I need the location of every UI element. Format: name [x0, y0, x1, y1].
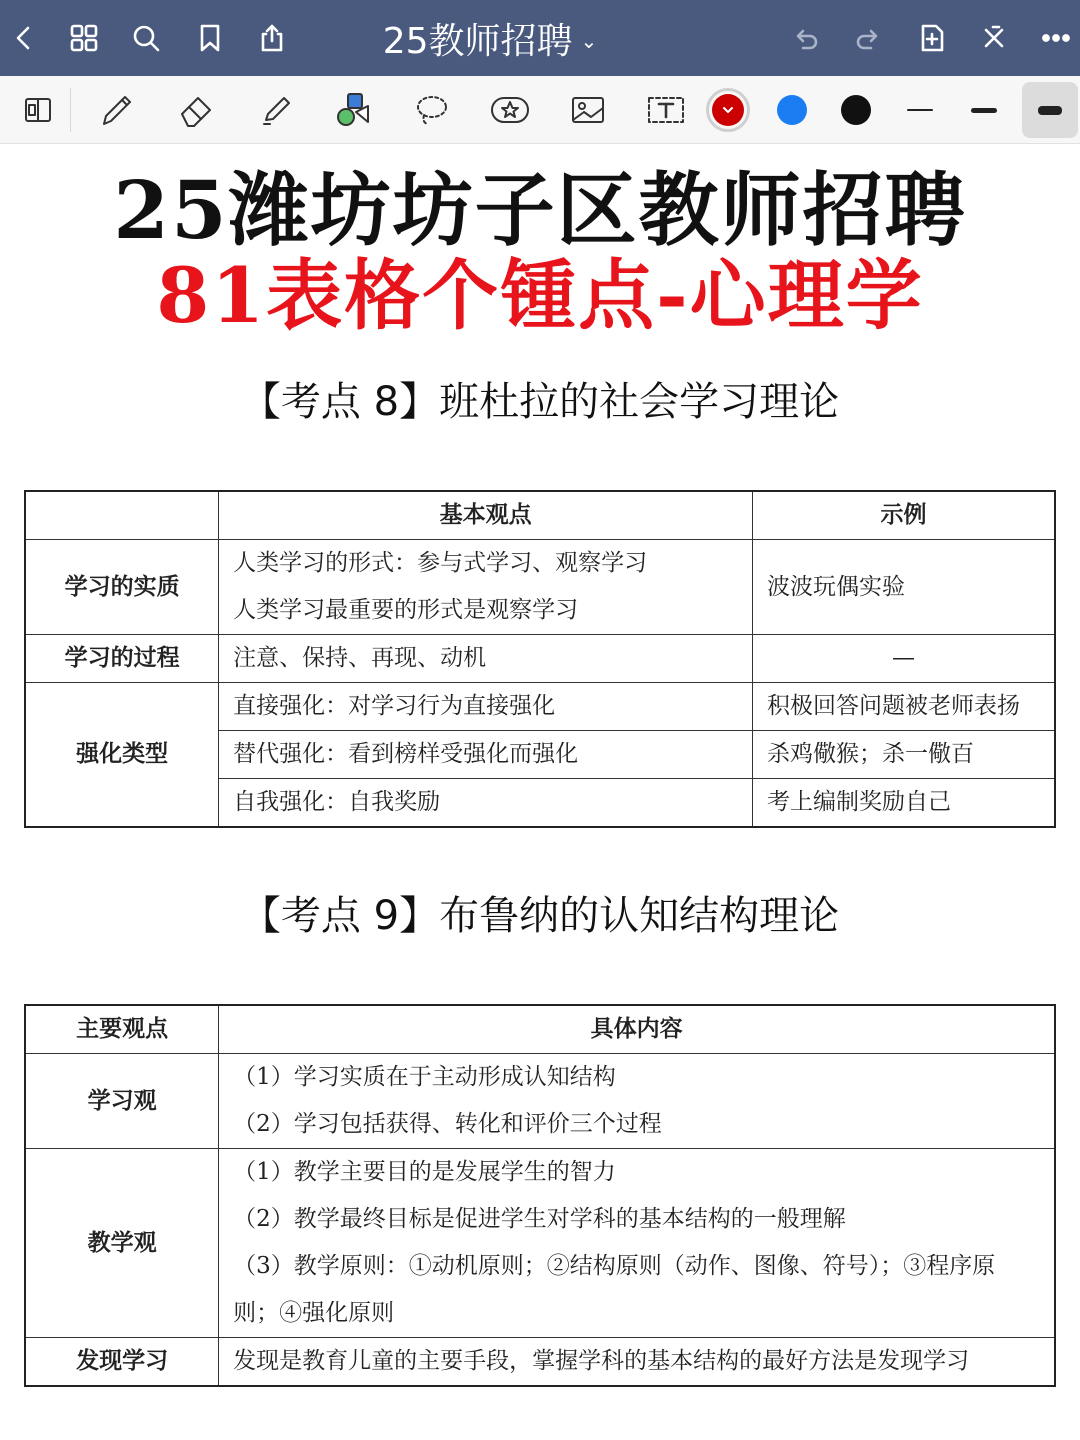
- color-red-ring: [706, 88, 750, 132]
- shapes-icon: [334, 90, 374, 130]
- bookmark-button[interactable]: [186, 14, 234, 62]
- close-icon: [979, 23, 1009, 53]
- table-row: [25, 1338, 1055, 1387]
- cell-line: 人类学习最重要的形式是观察学习: [233, 597, 579, 623]
- share-button[interactable]: [248, 14, 296, 62]
- table-cell: 考上编制奖励自己: [753, 779, 1055, 828]
- table-cell: —: [753, 635, 1055, 683]
- stroke-thin-line: [907, 109, 933, 111]
- table-row: [25, 540, 1055, 635]
- table-cell: [219, 1149, 1055, 1338]
- row-label: 学习的实质: [25, 540, 219, 635]
- toolbar-divider: [70, 88, 71, 132]
- more-button[interactable]: [1032, 14, 1080, 62]
- more-icon: [1041, 23, 1071, 53]
- grid-view-button[interactable]: [60, 14, 108, 62]
- color-black-dot: [841, 95, 871, 125]
- pen-icon: [96, 90, 136, 130]
- chevron-down-icon: [722, 105, 734, 115]
- reading-mode-button[interactable]: [10, 82, 66, 138]
- chevron-left-icon: [10, 24, 38, 52]
- cell-line: （2）学习包括获得、转化和评价三个过程: [233, 1111, 662, 1137]
- shape-tool[interactable]: [326, 82, 382, 138]
- stroke-thick-option[interactable]: [1022, 82, 1078, 138]
- annotation-toolbar: [0, 76, 1080, 144]
- page-title: 25潍坊坊子区教师招聘: [113, 163, 967, 257]
- cell-line: （1）学习实质在于主动形成认知结构: [233, 1064, 616, 1090]
- sticker-icon: [488, 90, 532, 130]
- row-label: 学习观: [25, 1054, 219, 1149]
- text-tool[interactable]: [638, 82, 694, 138]
- table-cell: 自我强化：自我奖励: [219, 779, 753, 828]
- highlighter-icon: [256, 90, 296, 130]
- add-page-button[interactable]: [908, 14, 956, 62]
- document-title-text: 25教师招聘: [382, 20, 573, 62]
- pen-tool[interactable]: [88, 82, 144, 138]
- cell-line: （1）教学主要目的是发展学生的智力: [233, 1159, 616, 1185]
- table-cell: [219, 1054, 1055, 1149]
- add-page-icon: [917, 23, 947, 53]
- color-black-swatch[interactable]: [828, 82, 884, 138]
- table-cell: 直接强化：对学习行为直接强化: [219, 683, 753, 731]
- stroke-thick-line: [1038, 106, 1062, 115]
- eraser-icon: [176, 90, 216, 130]
- bandura-table: [24, 490, 1056, 828]
- table-header-cell: 主要观点: [25, 1005, 219, 1054]
- color-red-dot: [712, 94, 744, 126]
- color-blue-swatch[interactable]: [764, 82, 820, 138]
- section-heading-point-8: 【考点 8】班杜拉的社会学习理论: [240, 379, 840, 425]
- document-title[interactable]: [340, 14, 640, 62]
- image-tool[interactable]: [560, 82, 616, 138]
- row-label: 教学观: [25, 1149, 219, 1338]
- sticker-tool[interactable]: [482, 82, 538, 138]
- undo-icon: [791, 23, 821, 53]
- stroke-thin-option[interactable]: [892, 82, 948, 138]
- color-blue-dot: [777, 95, 807, 125]
- redo-button[interactable]: [844, 14, 892, 62]
- top-navigation-bar: [0, 0, 1080, 76]
- table-row: [25, 683, 1055, 731]
- table-cell: 积极回答问题被老师表扬: [753, 683, 1055, 731]
- cell-line: （2）教学最终目标是促进学生对学科的基本结构的一般理解: [233, 1206, 846, 1232]
- table-row: [25, 1054, 1055, 1149]
- color-red-swatch[interactable]: [700, 82, 756, 138]
- eraser-tool[interactable]: [168, 82, 224, 138]
- row-label: 发现学习: [25, 1338, 219, 1387]
- table-header-cell: [25, 491, 219, 540]
- share-icon: [257, 23, 287, 53]
- table-cell: 发现是教育儿童的主要手段，掌握学科的基本结构的最好方法是发现学习: [219, 1338, 1055, 1387]
- table-cell: 注意、保持、再现、动机: [219, 635, 753, 683]
- table-cell: 替代强化：看到榜样受强化而强化: [219, 731, 753, 779]
- table-cell: [219, 540, 753, 635]
- table-header-row: [25, 1005, 1055, 1054]
- table-row: [25, 1149, 1055, 1338]
- back-button[interactable]: [0, 14, 48, 62]
- stroke-medium-line: [971, 108, 997, 113]
- undo-button[interactable]: [782, 14, 830, 62]
- row-label: 学习的过程: [25, 635, 219, 683]
- stroke-medium-option[interactable]: [956, 82, 1012, 138]
- search-icon: [131, 23, 161, 53]
- grid-icon: [69, 23, 99, 53]
- image-icon: [568, 90, 608, 130]
- table-header-row: [25, 491, 1055, 540]
- page-subtitle: 81表格个锺点-心理学: [156, 251, 924, 340]
- text-box-icon: [645, 90, 687, 130]
- section-heading-point-9: 【考点 9】布鲁纳的认知结构理论: [240, 893, 840, 939]
- lasso-icon: [412, 90, 452, 130]
- highlighter-tool[interactable]: [248, 82, 304, 138]
- cell-line: 人类学习的形式：参与式学习、观察学习: [233, 550, 648, 576]
- table-header-cell: 示例: [753, 491, 1055, 540]
- table-header-cell: 具体内容: [219, 1005, 1055, 1054]
- table-cell: 杀鸡儆猴；杀一儆百: [753, 731, 1055, 779]
- table-header-cell: 基本观点: [219, 491, 753, 540]
- table-row: [25, 635, 1055, 683]
- table-cell: 波波玩偶实验: [753, 540, 1055, 635]
- cell-line: （3）教学原则：①动机原则；②结构原则（动作、图像、符号）；③程序原: [233, 1253, 996, 1279]
- cell-line: 则；④强化原则: [233, 1300, 395, 1326]
- row-label: 强化类型: [25, 683, 219, 828]
- search-button[interactable]: [122, 14, 170, 62]
- bookmark-icon: [195, 23, 225, 53]
- reading-mode-icon: [21, 93, 55, 127]
- lasso-tool[interactable]: [404, 82, 460, 138]
- chevron-down-icon: ⌄: [580, 29, 598, 53]
- bruner-table: [24, 1004, 1056, 1387]
- redo-icon: [853, 23, 883, 53]
- close-button[interactable]: [970, 14, 1018, 62]
